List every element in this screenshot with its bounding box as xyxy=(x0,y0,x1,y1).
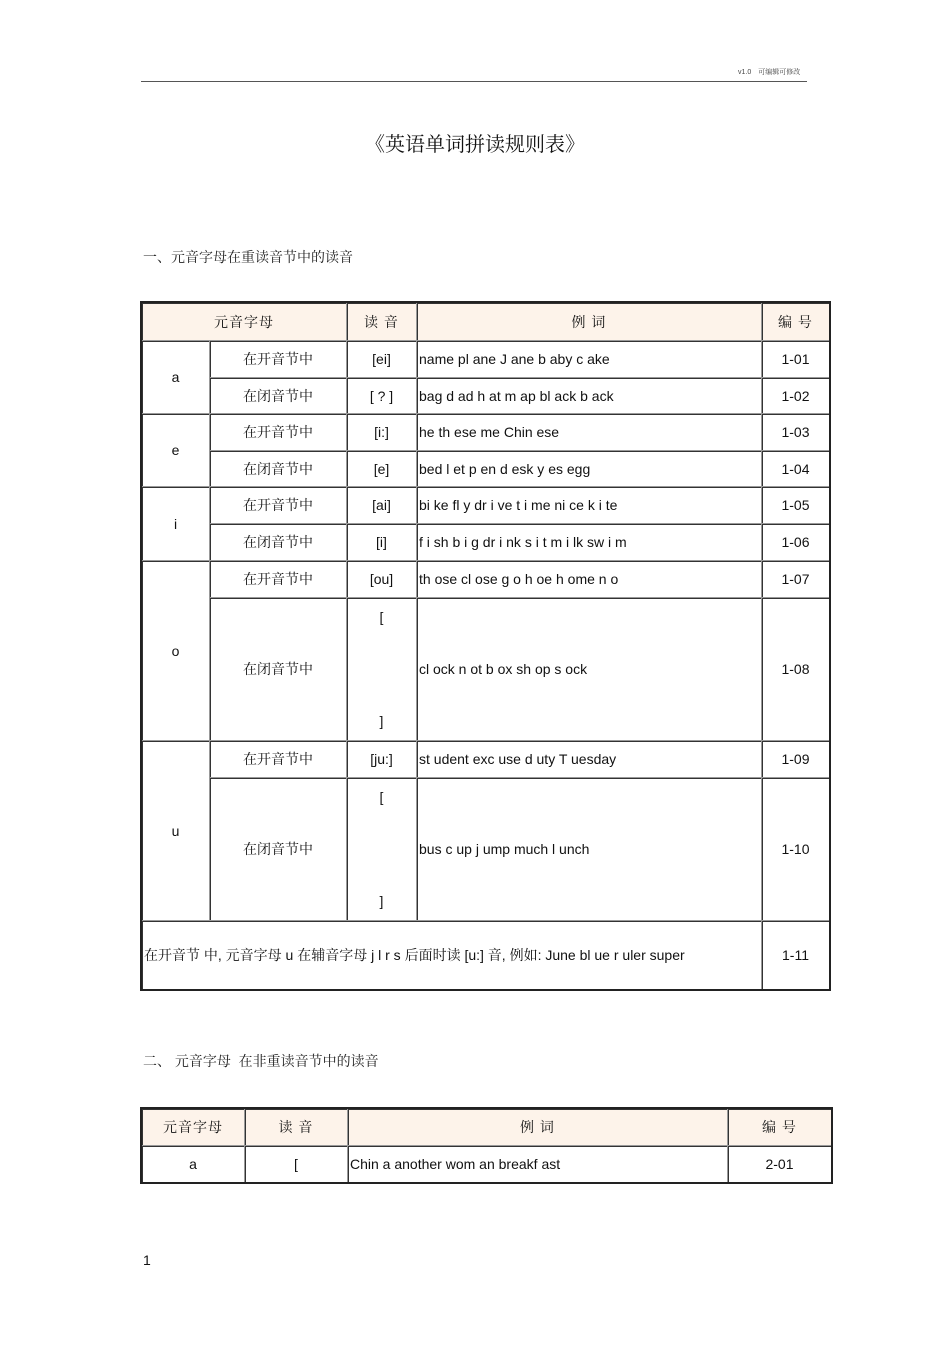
table-row xyxy=(142,341,829,378)
page-number: 1 xyxy=(143,1252,151,1268)
code-cell: 2-01 xyxy=(728,1146,831,1182)
table-row xyxy=(142,1146,831,1182)
syllable-type-cell: 在闭音节中 xyxy=(210,524,347,561)
sound-cell: [ou] xyxy=(347,561,417,598)
sound-cell: [e] xyxy=(347,451,417,487)
col-header-letter: 元音字母 xyxy=(142,303,347,341)
sound-cell: [i:] xyxy=(347,414,417,451)
sound-cell: [ai] xyxy=(347,487,417,524)
examples-cell: bed l et p en d esk y es egg xyxy=(417,451,762,487)
code-cell: 1-01 xyxy=(762,341,829,378)
table-row xyxy=(142,741,829,778)
syllable-type-cell: 在开音节中 xyxy=(210,341,347,378)
section1-header-row xyxy=(142,303,829,341)
sound-cell xyxy=(347,598,417,741)
code-cell: 1-09 xyxy=(762,741,829,778)
syllable-type-cell: 在闭音节中 xyxy=(210,598,347,741)
examples-cell: bag d ad h at m ap bl ack b ack xyxy=(417,378,762,414)
table-row xyxy=(142,561,829,598)
vowel-letter-cell: i xyxy=(142,487,210,561)
col-header-code: 编 号 xyxy=(728,1109,831,1146)
col-header-sound: 读 音 xyxy=(347,303,417,341)
section2-heading: 二、 元音字母 在非重读音节中的读音 xyxy=(143,1053,379,1069)
table-row xyxy=(142,598,829,741)
code-cell: 1-04 xyxy=(762,451,829,487)
col-header-examples: 例 词 xyxy=(417,303,762,341)
col-header-sound: 读 音 xyxy=(245,1109,348,1146)
code-cell: 1-06 xyxy=(762,524,829,561)
code-cell: 1-03 xyxy=(762,414,829,451)
sound-open-bracket: [ xyxy=(379,789,384,805)
section1-heading: 一、元音字母在重读音节中的读音 xyxy=(143,249,353,265)
sound-open-bracket: [ xyxy=(379,609,384,625)
sound-cell: [ ? ] xyxy=(347,378,417,414)
examples-cell: name pl ane J ane b aby c ake xyxy=(417,341,762,378)
examples-cell: Chin a another wom an breakf ast xyxy=(348,1146,728,1182)
syllable-type-cell: 在开音节中 xyxy=(210,414,347,451)
vowel-letter-cell: u xyxy=(142,741,210,921)
examples-cell: bus c up j ump much l unch xyxy=(417,778,762,921)
examples-cell: he th ese me Chin ese xyxy=(417,414,762,451)
syllable-type-cell: 在开音节中 xyxy=(210,741,347,778)
code-cell: 1-11 xyxy=(762,921,829,989)
examples-cell: bi ke fl y dr i ve t i me ni ce k i te xyxy=(417,487,762,524)
syllable-type-cell: 在闭音节中 xyxy=(210,778,347,921)
vowel-letter-cell: o xyxy=(142,561,210,741)
vowel-letter-cell: e xyxy=(142,414,210,487)
table-row-note xyxy=(142,921,829,989)
syllable-type-cell: 在开音节中 xyxy=(210,487,347,524)
code-cell: 1-10 xyxy=(762,778,829,921)
sound-cell: [ei] xyxy=(347,341,417,378)
examples-cell: cl ock n ot b ox sh op s ock xyxy=(417,598,762,741)
table-row xyxy=(142,487,829,524)
vowel-letter-cell: a xyxy=(142,1146,245,1182)
table-row xyxy=(142,524,829,561)
sound-cell xyxy=(347,778,417,921)
examples-cell: f i sh b i g dr i nk s i t m i lk sw i m xyxy=(417,524,762,561)
sound-close-bracket: ] xyxy=(379,893,384,909)
table-row xyxy=(142,778,829,921)
section2-header-row xyxy=(142,1109,831,1146)
col-header-letter: 元音字母 xyxy=(142,1109,245,1146)
table-row xyxy=(142,451,829,487)
examples-cell: st udent exc use d uty T uesday xyxy=(417,741,762,778)
code-cell: 1-05 xyxy=(762,487,829,524)
table-row xyxy=(142,378,829,414)
col-header-code: 编 号 xyxy=(762,303,829,341)
syllable-type-cell: 在闭音节中 xyxy=(210,378,347,414)
sound-close-bracket: ] xyxy=(379,713,384,729)
col-header-examples: 例 词 xyxy=(348,1109,728,1146)
sound-cell: [i] xyxy=(347,524,417,561)
examples-cell: th ose cl ose g o h oe h ome n o xyxy=(417,561,762,598)
sound-bracket-stack xyxy=(349,785,414,913)
syllable-type-cell: 在开音节中 xyxy=(210,561,347,598)
code-cell: 1-08 xyxy=(762,598,829,741)
document-title: 《英语单词拼读规则表》 xyxy=(365,134,585,156)
sound-cell: [ xyxy=(245,1146,348,1182)
table-row xyxy=(142,414,829,451)
rule-note-cell: 在开音节 中, 元音字母 u 在辅音字母 j l r s 后面时读 [u:] 音, 例如: June bl ue r uler super xyxy=(142,921,762,989)
sound-bracket-stack xyxy=(349,605,414,733)
syllable-type-cell: 在闭音节中 xyxy=(210,451,347,487)
vowel-letter-cell: a xyxy=(142,341,210,414)
section1-table xyxy=(140,301,831,991)
code-cell: 1-07 xyxy=(762,561,829,598)
sound-cell: [ju:] xyxy=(347,741,417,778)
code-cell: 1-02 xyxy=(762,378,829,414)
section2-table xyxy=(140,1107,833,1184)
header-version-note: v1.0 可编辑可修改 xyxy=(738,69,801,76)
header-rule xyxy=(141,81,807,82)
